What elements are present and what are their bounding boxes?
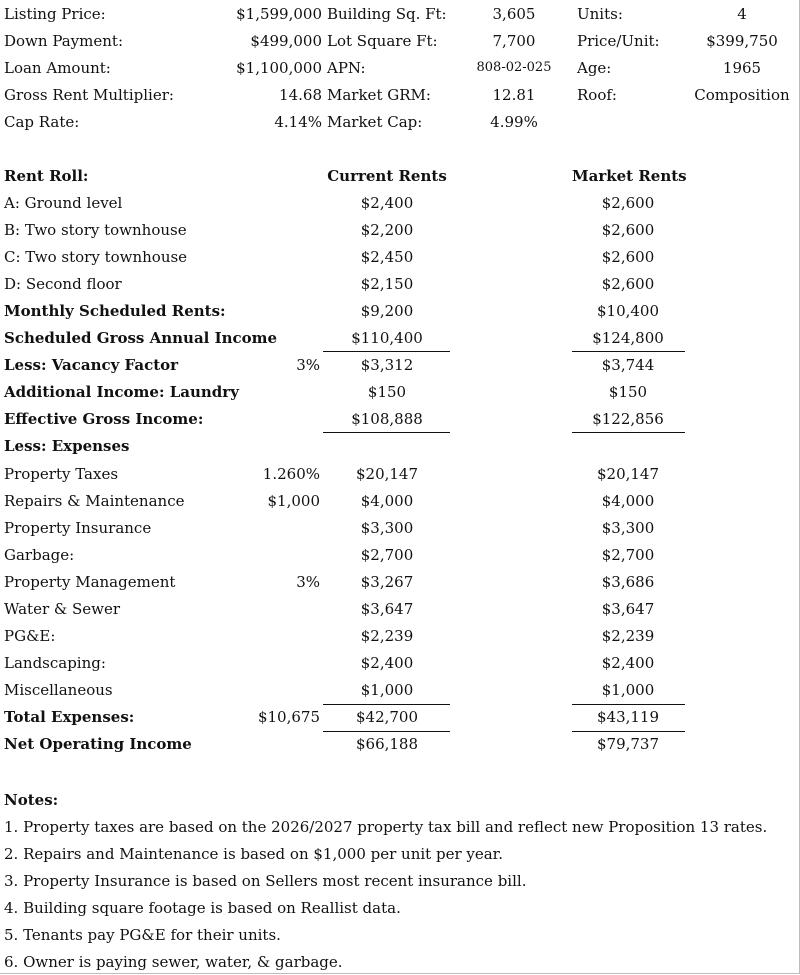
market-value: $124,800 [592,329,664,347]
note-item: 4. Building square footage is based on Reallist data. [4,899,401,917]
summary-value: 4.99% [490,113,538,131]
summary-label: Market Cap: [327,113,423,131]
summary-label: Gross Rent Multiplier: [4,86,174,104]
subtotal-row [0,380,800,407]
market-value: $1,000 [601,681,655,699]
row-label: Effective Gross Income: [4,410,204,428]
summary-row [0,2,800,29]
expense-row [0,516,800,543]
expense-row [0,678,800,705]
market-value: $3,647 [601,600,655,618]
current-value: $42,700 [355,708,419,726]
market-value: $3,300 [601,519,655,537]
summary-value: 7,700 [492,32,536,50]
note-item: 1. Property taxes are based on the 2026/2027 property tax bill and reflect new Proposition 13 rates. [4,818,768,836]
summary-label: Cap Rate: [4,113,80,131]
percent-value: $10,675 [257,708,320,726]
current-value: $2,700 [360,546,414,564]
current-value: $150 [367,383,407,401]
current-value: $3,312 [360,356,414,374]
expense-row [0,462,800,489]
expense-row [0,543,800,570]
rent-roll-title: Rent Roll: [4,167,89,185]
row-label: D: Second floor [4,275,122,293]
summary-label: Market GRM: [327,86,431,104]
row-label: Miscellaneous [4,681,113,699]
row-label: C: Two story townhouse [4,248,188,266]
summary-label: Listing Price: [4,5,106,23]
summary-label: Units: [577,5,623,23]
note-item: 5. Tenants pay PG&E for their units. [4,926,281,944]
row-label: Property Management [4,573,176,591]
summary-row [0,110,800,137]
market-value: $3,744 [601,356,655,374]
expense-row [0,651,800,678]
market-rents-header: Market Rents [572,167,687,185]
summary-value: 4.14% [274,113,322,131]
summary-label: Down Payment: [4,32,124,50]
summary-value: $499,000 [250,32,322,50]
rent-row [0,272,800,299]
current-rents-header: Current Rents [327,167,447,185]
subtotal-row [0,326,800,353]
current-value: $2,239 [360,627,414,645]
row-label: Scheduled Gross Annual Income [4,329,278,347]
rent-row [0,191,800,218]
current-value: $3,267 [360,573,414,591]
summary-label: Roof: [577,86,617,104]
summary-label: Price/Unit: [577,32,660,50]
expense-row [0,624,800,651]
rent-roll-header [0,164,800,191]
row-label: Water & Sewer [4,600,121,618]
summary-value: 12.81 [492,86,536,104]
rent-row [0,218,800,245]
notes-title: Notes: [4,791,59,809]
total-row [0,705,800,732]
market-value: $79,737 [596,735,660,753]
market-value: $4,000 [601,492,655,510]
summary-value: $1,100,000 [236,59,322,77]
market-value: $2,239 [601,627,655,645]
summary-value: 808-02-025 [476,60,552,75]
summary-row [0,83,800,110]
row-label: B: Two story townhouse [4,221,187,239]
market-value: $122,856 [592,410,664,428]
expense-row [0,489,800,516]
summary-value: 14.68 [279,86,322,104]
row-label: Less: Expenses [4,437,130,455]
summary-label: Loan Amount: [4,59,111,77]
row-label: Property Insurance [4,519,152,537]
underline-current [323,432,450,433]
summary-value: Composition [694,86,790,104]
current-value: $2,150 [360,275,414,293]
market-value: $20,147 [596,465,660,483]
row-label: Landscaping: [4,654,106,672]
percent-value: 3% [296,573,320,591]
market-value: $10,400 [596,302,660,320]
market-value: $2,600 [601,194,655,212]
current-value: $2,450 [360,248,414,266]
market-value: $2,400 [601,654,655,672]
percent-value: 3% [296,356,320,374]
row-label: Additional Income: Laundry [4,383,239,401]
note-item: 6. Owner is paying sewer, water, & garbage. [4,953,343,971]
subtotal-row [0,407,800,434]
row-label: Garbage: [4,546,75,564]
summary-value: $399,750 [706,32,778,50]
market-value: $2,600 [601,248,655,266]
row-label: Repairs & Maintenance [4,492,185,510]
current-value: $110,400 [351,329,423,347]
row-label: Total Expenses: [4,708,135,726]
percent-value: 1.260% [262,465,320,483]
total-row [0,732,800,759]
market-value: $2,600 [601,275,655,293]
summary-label: Building Sq. Ft: [327,5,447,23]
current-value: $66,188 [355,735,419,753]
subtotal-row [0,299,800,326]
expense-row [0,597,800,624]
summary-row [0,29,800,56]
subtotal-row [0,353,800,380]
row-label: Property Taxes [4,465,119,483]
current-value: $108,888 [351,410,423,428]
summary-label: APN: [327,59,366,77]
row-label: Net Operating Income [4,735,192,753]
row-label: Less: Vacancy Factor [4,356,179,374]
summary-row [0,56,800,83]
summary-value: 4 [737,5,747,23]
market-value: $2,600 [601,221,655,239]
underline-current [323,351,450,352]
underline-market [572,351,685,352]
summary-label: Age: [577,59,612,77]
current-value: $3,647 [360,600,414,618]
current-value: $2,400 [360,194,414,212]
current-value: $20,147 [355,465,419,483]
row-label: PG&E: [4,627,56,645]
current-value: $1,000 [360,681,414,699]
market-value: $3,686 [601,573,655,591]
note-item: 3. Property Insurance is based on Sellers most recent insurance bill. [4,872,527,890]
rent-row [0,245,800,272]
expense-row [0,570,800,597]
current-value: $2,200 [360,221,414,239]
market-value: $2,700 [601,546,655,564]
note-item: 2. Repairs and Maintenance is based on $1,000 per unit per year. [4,845,503,863]
underline-market [572,432,685,433]
summary-value: 3,605 [492,5,536,23]
current-value: $3,300 [360,519,414,537]
market-value: $150 [608,383,648,401]
row-label: Monthly Scheduled Rents: [4,302,226,320]
section-heading-row [0,434,800,461]
current-value: $9,200 [360,302,414,320]
current-value: $4,000 [360,492,414,510]
summary-value: 1965 [722,59,762,77]
row-label: A: Ground level [4,194,123,212]
summary-label: Lot Square Ft: [327,32,438,50]
summary-value: $1,599,000 [236,5,322,23]
percent-value: $1,000 [267,492,320,510]
market-value: $43,119 [596,708,660,726]
current-value: $2,400 [360,654,414,672]
